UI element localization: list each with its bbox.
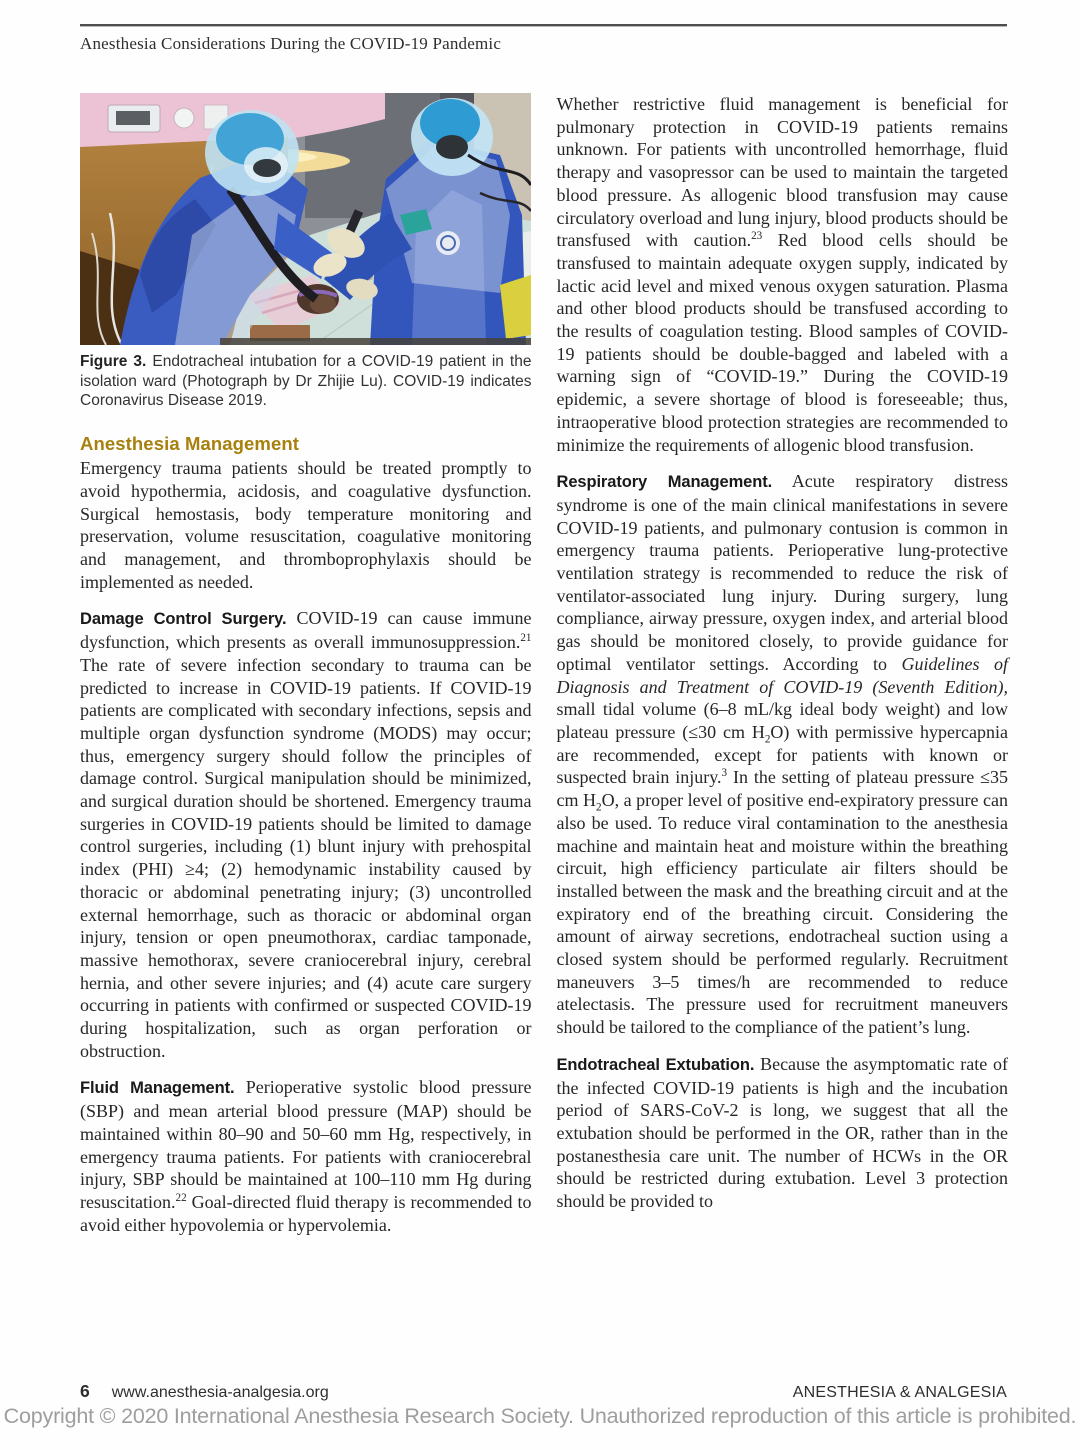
copyright-notice: Copyright © 2020 International Anesthesia Research Society. Unauthorized reproduction of this article is prohibited.	[3, 1404, 1077, 1428]
header-rule	[80, 24, 1007, 27]
right-column	[557, 93, 1009, 1236]
running-head: Anesthesia Considerations During the COVID-19 Pandemic	[80, 34, 502, 53]
left-column	[80, 93, 532, 1236]
page-number: 6	[80, 1381, 90, 1401]
paragraph-fluid-management: Fluid Management. Perioperative systolic blood pressure (SBP) and mean arterial blood pressure (MAP) should be maintained within 80–90 and 50–60 mm Hg, respectively, in emergency trauma patients. For patients with craniocerebral injury, SBP should be maintained at 100–110 mm Hg during resuscitation.$^{22}$ Goal-directed fluid therapy is recommended to avoid either hypovolemia or hypervolemia.	[80, 1077, 532, 1235]
figure3	[80, 93, 532, 411]
paragraph-respiratory-management: Respiratory Management. Acute respiratory distress syndrome is one of the main clinical manifestations in severe COVID-19 patients, and pulmonary contusion is common in emergency trauma patients. Perioperative lung-protective ventilation strategy is recommended to reduce the risk of ventilator-associated lung injury. During surgery, lung compliance, airway pressure, oxygen index, and arterial blood gas should be monitored closely, to provide guidance for optimal ventilator settings. According to Guidelines of Diagnosis and Treatment of COVID-19 (Seventh Edition), small tidal volume (6–8 mL/kg ideal body weight) and low plateau pressure (≤30 cm $H_2O$) with permissive hypercapnia are recommended, except for patients with known or suspected brain injury.$^3$ In the setting of plateau pressure ≤35 cm $H_2O$, a proper level of positive end-expiratory pressure can also be used. To reduce viral contamination to the anesthesia machine and maintain heat and moisture within the breathing circuit, high efficiency particulate air filters should be installed between the mask and the breathing circuit and at the expiratory end of the breathing circuit. Considering the amount of airway secretions, endotracheal suction using a closed system should be performed regularly. Recruitment maneuvers 3–5 times/h are recommended to reduce atelectasis. The pressure used for recruitment maneuvers should be tailored to the compliance of the patient’s lung.	[556, 471, 1008, 1038]
figure3-caption: Figure 3. Endotracheal intubation for a COVID-19 patient in the isolation ward (Photograph by Dr Zhijie Lu). COVID-19 indicates Coronavirus Disease 2019.	[80, 353, 532, 409]
page-footer	[80, 1381, 1007, 1402]
paragraph-fluid-management-continued: Whether restrictive fluid management is beneficial for pulmonary protection in COVID-19 patients remains unknown. For patients with uncontrolled hemorrhage, fluid therapy and vasopressor can be used to maintain the targeted blood pressure. As allogenic blood transfusion may cause circulatory overload and lung injury, blood products should be transfused with caution.$^{23}$ Red blood cells should be transfused to maintain adequate oxygen supply, indicated by lactic acid level and mixed venous oxygen saturation. Plasma and other blood products should be transfused according to the results of coagulation testing. Blood samples of COVID-19 patients should be double-bagged and labeled with a warning sign of “COVID-19.” During the COVID-19 epidemic, a severe shortage of blood is foreseeable; thus, intraoperative blood protection strategies are recommended to minimize the requirements of allogenic blood transfusion.	[556, 94, 1008, 455]
figure3-photo	[80, 93, 531, 345]
paragraph-endotracheal-extubation: Endotracheal Extubation. Because the asymptomatic rate of the infected COVID-19 patients is high and the incubation period of SARS-CoV-2 is long, we suggest that all the extubation should be performed in the OR, rather than in the postanesthesia care unit. The number of HCWs in the OR should be restricted during extubation. Level 3 protection should be provided to	[556, 1053, 1009, 1212]
paragraph-anesthesia-management: Emergency trauma patients should be treated promptly to avoid hypothermia, acidosis, and coagulative dysfunction. Surgical hemostasis, body temperature monitoring and preservation, volume resuscitation, coagulative monitoring and management, and thromboprophylaxis should be implemented as needed.	[80, 458, 532, 592]
two-column-body	[80, 93, 1008, 1236]
journal-website: www.anesthesia-analgesia.org	[111, 1384, 329, 1401]
paragraph-damage-control-surgery: Damage Control Surgery. COVID-19 can cause immune dysfunction, which presents as overall immunosuppression.$^{21}$ The rate of severe infection secondary to trauma can be predicted to increase in COVID-19 patients. If COVID-19 patients are complicated with secondary infections, sepsis and multiple organ dysfunction syndrome (MODS) may occur; thus, emergency surgery should follow the principles of damage control. Surgical manipulation should be minimized, and surgical duration should be shortened. Emergency trauma surgeries in COVID-19 patients should be limited to damage control surgeries, including (1) blunt injury with prehospital index (PHI) ≥4; (2) hemodynamic instability caused by thoracic or abdominal penetrating injury; (3) uncontrolled external hemorrhage, such as thoracic or abdominal organ injury, tension or open pneumothorax, cardiac tamponade, massive hemothorax, severe craniocerebral injury, cerebral hernia, and other severe injuries; and (4) acute care surgery occurring in patients with confirmed or suspected COVID-19 during hospitalization, such as organ perforation or obstruction.	[80, 608, 532, 1061]
journal-name: ANESTHESIA & ANALGESIA	[792, 1384, 1007, 1401]
section-heading-anesthesia-management: Anesthesia Management	[80, 432, 300, 454]
